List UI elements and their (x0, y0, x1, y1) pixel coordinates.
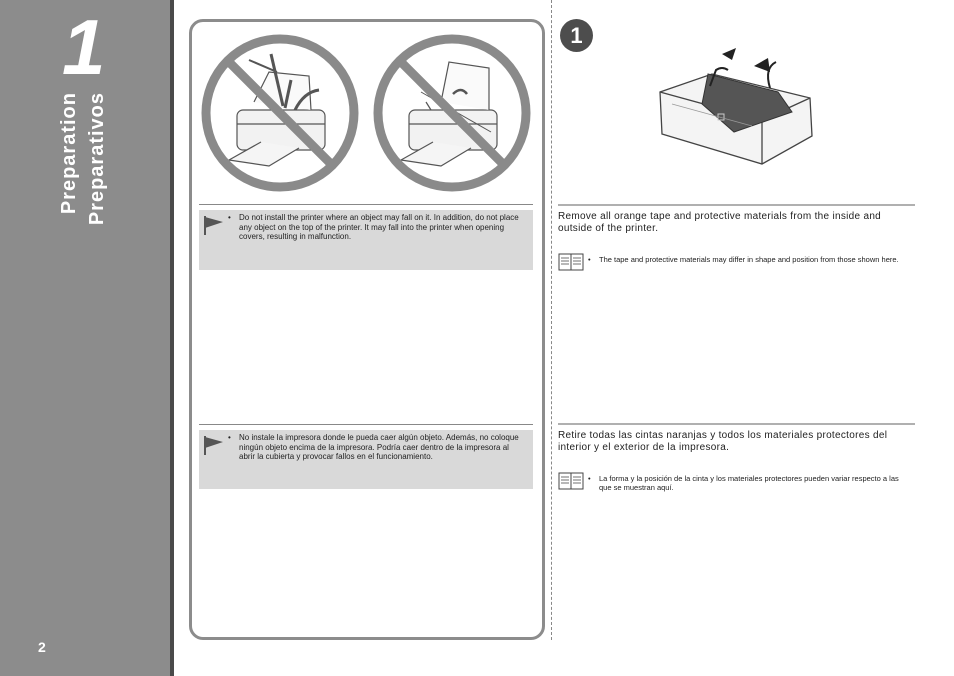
instruction-es: Retire todas las cintas naranjas y todos los materiales protectores del interior y el exterior de la impresora. (558, 430, 888, 453)
divider (199, 424, 533, 425)
memo-book-icon (558, 252, 584, 272)
caution-flag-icon (203, 214, 225, 236)
printer-icon (652, 40, 822, 170)
chapter-titles (58, 92, 118, 252)
prohibited-sign-icon (199, 32, 361, 194)
sidebar (0, 0, 170, 676)
caution-text-es: No instale la impresora donde le pueda caer algún objeto. Además, no coloque ningún objeto encima de la impresora. Podría caer dentro de la impresora al abrir la cubierta y provocar fallos en el funcionamiento. (239, 433, 519, 462)
caution-flag-icon (203, 434, 225, 456)
bullet: • (228, 433, 231, 442)
caution-text-en: Do not install the printer where an object may fall on it. In addition, do not place any object on the top of the printer. It may fall into the printer when opening covers, resulting in malfunction. (239, 213, 519, 242)
instruction-en: Remove all orange tape and protective materials from the inside and outside of the printer. (558, 211, 882, 234)
divider (558, 423, 915, 425)
bullet: • (228, 213, 231, 222)
caution-note-en (199, 210, 533, 270)
memo-text-es: La forma y la posición de la cinta y los materiales protectores pueden variar respecto a las que se muestran aquí. (599, 474, 899, 493)
memo-book-icon (558, 471, 584, 491)
divider (199, 204, 533, 205)
bullet: • (588, 474, 591, 483)
memo-text-en: The tape and protective materials may differ in shape and position from those shown here. (599, 255, 899, 264)
caution-note-es (199, 430, 533, 489)
prohibited-sign-icon (371, 32, 533, 194)
sidebar-edge (170, 0, 174, 676)
bullet: • (588, 255, 591, 264)
divider (558, 204, 915, 206)
chapter-title-es: Preparativos (86, 92, 108, 226)
step-number-badge: 1 (560, 19, 593, 52)
column-divider (551, 0, 552, 640)
chapter-title-en: Preparation (58, 92, 80, 215)
chapter-number: 1 (62, 3, 106, 91)
page-number: 2 (38, 639, 46, 655)
